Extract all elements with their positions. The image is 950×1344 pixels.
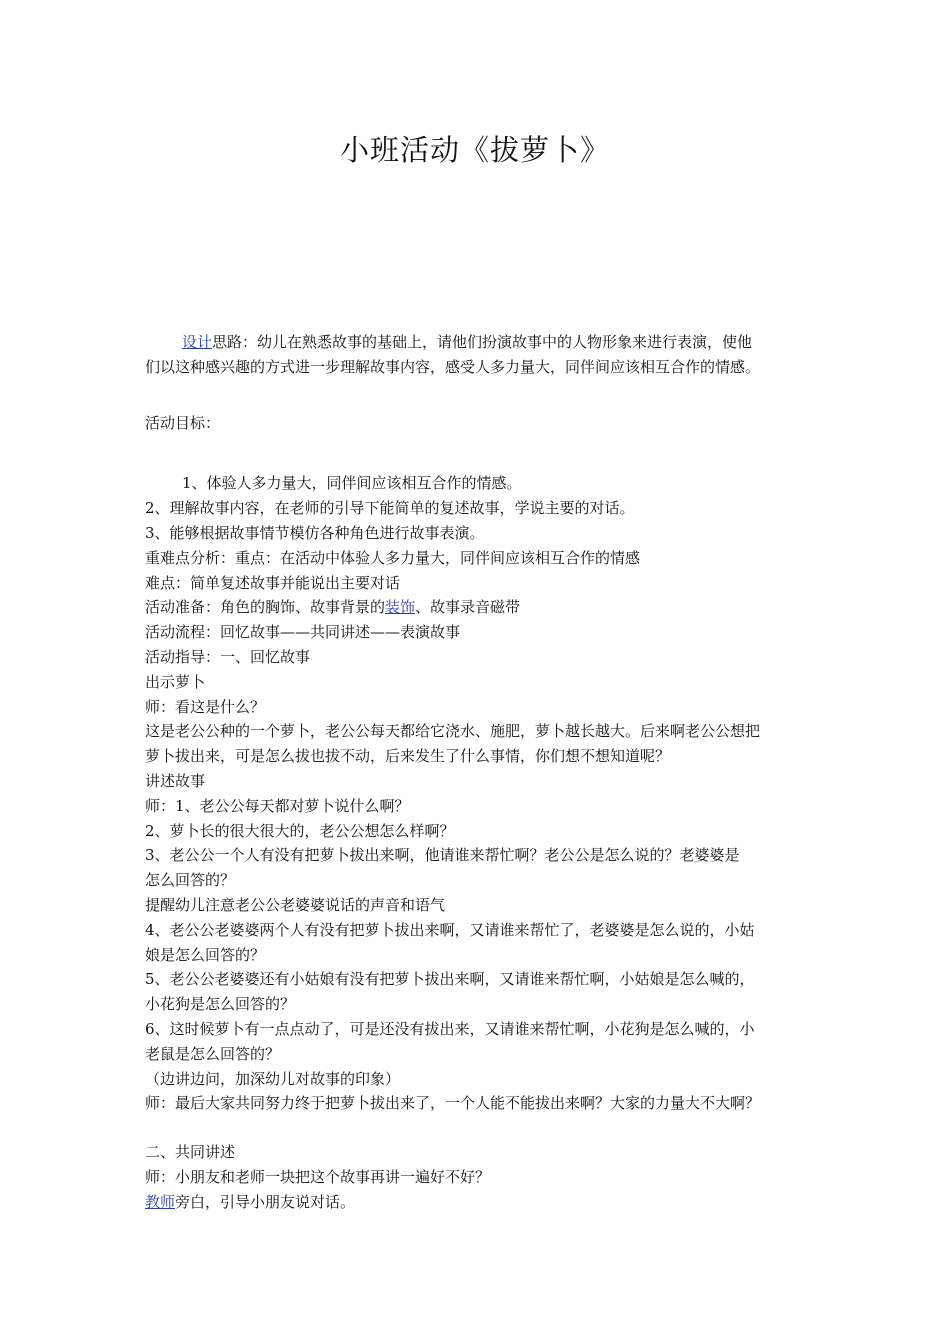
text-line: 怎么回答的？ xyxy=(145,871,236,890)
document-body xyxy=(145,330,825,1215)
text-line: 这是老公公种的一个萝卜，老公公每天都给它浇水、施肥，萝卜越长越大。后来啊老公公想把 xyxy=(145,722,761,741)
intro-text-1: 思路：幼儿在熟悉故事的基础上，请他们扮演故事中的人物形象来进行表演，使他 xyxy=(212,333,753,351)
intro-paragraph-line-1 xyxy=(145,330,825,355)
teacher-link[interactable]: 教师 xyxy=(145,1192,176,1211)
activity-guide: 活动指导：一、回忆故事 xyxy=(145,647,311,666)
text-line: 4、老公公老婆婆两个人有没有把萝卜拔出来啊，又请谁来帮忙了，老婆婆是怎么说的，小姑 xyxy=(145,920,755,939)
activity-process: 活动流程：回忆故事——共同讲述——表演故事 xyxy=(145,623,461,642)
prep-text-after: 、故事录音磁带 xyxy=(415,598,521,617)
text-line: 师：最后大家共同努力终于把萝卜拔出来了，一个人能不能拔出来啊？大家的力量大不大啊？ xyxy=(145,1094,761,1113)
text-line: 娘是怎么回答的？ xyxy=(145,945,266,964)
section2-heading: 二、共同讲述 xyxy=(145,1143,236,1162)
difficulty: 难点：简单复述故事并能说出主要对话 xyxy=(145,573,401,592)
goal-item-1: 1、体验人多力量大，同伴间应该相互合作的情感。 xyxy=(182,474,522,493)
text-line: 出示萝卜 xyxy=(145,672,206,691)
goals-heading: 活动目标： xyxy=(145,413,221,432)
key-points: 重难点分析：重点：在活动中体验人多力量大，同伴间应该相互合作的情感 xyxy=(145,548,641,567)
text-line: 老鼠是怎么回答的？ xyxy=(145,1044,281,1063)
intro-paragraph-line-2: 们以这种感兴趣的方式进一步理解故事内容，感受人多力量大，同伴间应该相互合作的情感。 xyxy=(145,357,761,376)
text-line: 3、老公公一个人有没有把萝卜拔出来啊，他请谁来帮忙啊？老公公是怎么说的？老婆婆是 xyxy=(145,846,740,865)
prep-text-before: 活动准备：角色的胸饰、故事背景的 xyxy=(145,598,386,617)
text-line: 6、这时候萝卜有一点点动了，可是还没有拔出来，又请谁来帮忙啊，小花狗是怎么喊的，小 xyxy=(145,1019,755,1038)
section2-last-text: 旁白，引导小朋友说对话。 xyxy=(175,1192,356,1211)
text-line: （边讲边问，加深幼儿对故事的印象） xyxy=(145,1069,401,1088)
section2-line: 师：小朋友和老师一块把这个故事再讲一遍好不好？ xyxy=(145,1167,491,1186)
goal-item-3: 3、能够根据故事情节模仿各种角色进行故事表演。 xyxy=(145,523,485,542)
text-line: 讲述故事 xyxy=(145,771,206,790)
text-line: 提醒幼儿注意老公公老婆婆说话的声音和语气 xyxy=(145,895,446,914)
goal-item-2: 2、理解故事内容，在老师的引导下能简单的复述故事，学说主要的对话。 xyxy=(145,499,635,518)
text-line: 小花狗是怎么回答的？ xyxy=(145,995,296,1014)
text-line: 师：1、老公公每天都对萝卜说什么啊？ xyxy=(145,796,410,815)
text-line: 2、萝卜长的很大很大的，老公公想怎么样啊？ xyxy=(145,821,455,840)
text-line: 萝卜拔出来，可是怎么拔也拔不动，后来发生了什么事情，你们想不想知道呢？ xyxy=(145,747,671,766)
page-title: 小班活动《拔萝卜》 xyxy=(339,133,610,167)
text-line: 师：看这是什么？ xyxy=(145,697,266,716)
activity-prep xyxy=(145,595,825,620)
design-link[interactable]: 设计 xyxy=(182,333,213,351)
decoration-link[interactable]: 装饰 xyxy=(385,598,416,617)
section2-last-line xyxy=(145,1190,825,1215)
text-line: 5、老公公老婆婆还有小姑娘有没有把萝卜拔出来啊，又请谁来帮忙啊，小姑娘是怎么喊的， xyxy=(145,970,755,989)
